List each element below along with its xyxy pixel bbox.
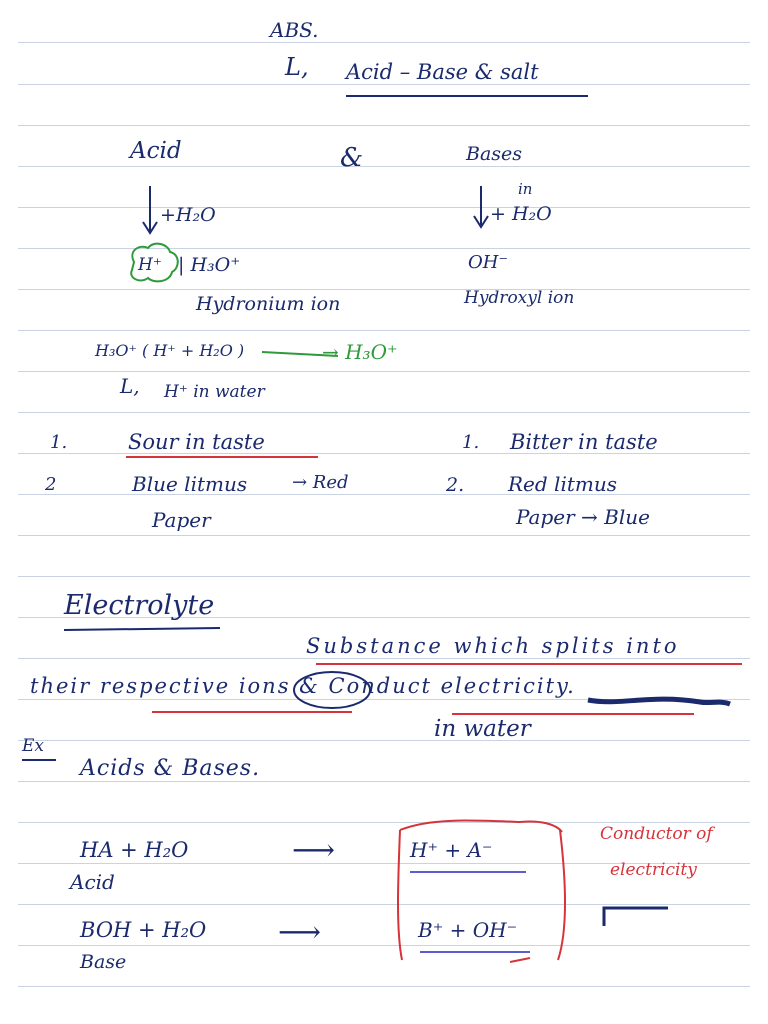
and-sign: & — [340, 143, 364, 173]
base-in: in — [518, 180, 533, 198]
acid-h-plus: H⁺ — [138, 255, 162, 275]
hydronium-sub-arrow: L, — [120, 374, 140, 398]
ruled-line — [18, 84, 750, 85]
reaction-2-label: Base — [80, 951, 127, 973]
ruled-line — [18, 699, 750, 700]
hydronium-meaning: H⁺ in water — [164, 382, 265, 402]
acid-plus-water: +H₂O — [160, 204, 216, 226]
ruled-line — [18, 781, 750, 782]
reaction-1-arrow: ⟶ — [292, 833, 336, 868]
base-oh: OH⁻ — [468, 252, 508, 273]
acid-ion-name: Hydronium ion — [196, 293, 341, 315]
corner-mark — [604, 908, 668, 926]
examples-text: Acids & Bases. — [80, 756, 261, 781]
acid-prop-2-text: Blue litmus — [132, 472, 248, 496]
ruled-line — [18, 207, 750, 208]
heading-arrow: L, — [285, 53, 309, 81]
base-prop-1-num: 1. — [462, 432, 480, 453]
electrolyte-def-line1: Substance which splits into — [306, 634, 680, 658]
side-note-line2: electricity — [610, 860, 697, 880]
ruled-line — [18, 371, 750, 372]
ruled-line — [18, 248, 750, 249]
ruled-line — [18, 125, 750, 126]
heading-topic: Acid – Base & salt — [346, 60, 539, 84]
hydronium-result: → H₃O⁺ — [322, 340, 398, 364]
example-label: Ex — [22, 736, 44, 756]
electrolyte-title: Electrolyte — [64, 590, 215, 621]
red-dash — [510, 958, 530, 962]
reaction-1-rhs: H⁺ + A⁻ — [410, 838, 493, 862]
base-ion-name: Hydroxyl ion — [464, 288, 575, 308]
ruled-line — [18, 494, 750, 495]
ruled-line — [18, 986, 750, 987]
hydronium-equation: H₃O⁺ ( H⁺ + H₂O ) — [95, 341, 245, 360]
heading-abbr: ABS. — [270, 18, 319, 42]
reaction-1-lhs: HA + H₂O — [80, 838, 189, 862]
ruled-line — [18, 576, 750, 577]
ruled-line — [18, 904, 750, 905]
ruled-line — [18, 412, 750, 413]
ruled-line — [18, 42, 750, 43]
side-note-line1: Conductor of — [600, 824, 713, 844]
acid-down-arrow — [143, 186, 157, 233]
ruled-line — [18, 330, 750, 331]
base-prop-1-text: Bitter in taste — [510, 430, 658, 454]
base-prop-2-text: Red litmus — [508, 472, 617, 496]
ruled-line — [18, 945, 750, 946]
base-plus-water: + H₂O — [490, 203, 552, 225]
base-prop-2-num: 2. — [446, 474, 465, 496]
acid-prop-2-arrow: → Red — [292, 472, 349, 493]
ruled-line — [18, 658, 750, 659]
electrolyte-def-line2: their respective ions & Conduct electricity. — [30, 674, 576, 698]
ruled-line — [18, 740, 750, 741]
acid-prop-2-num: 2 — [45, 474, 57, 495]
acid-prop-1-text: Sour in taste — [128, 430, 265, 454]
reaction-1-label: Acid — [70, 870, 115, 894]
reaction-2-rhs: B⁺ + OH⁻ — [418, 918, 518, 942]
ruled-line — [18, 822, 750, 823]
acid-prop-1-num: 1. — [50, 432, 68, 453]
acid-title: Acid — [130, 138, 182, 164]
ruled-line — [18, 289, 750, 290]
electrolyte-underline — [64, 628, 220, 630]
acid-hydronium: | H₃O⁺ — [178, 254, 241, 276]
reaction-2-lhs: BOH + H₂O — [80, 918, 207, 942]
reaction-2-arrow: ⟶ — [278, 915, 322, 950]
acid-prop-2-cont: Paper — [152, 508, 211, 532]
electrolyte-def-line3: in water — [434, 716, 531, 742]
ruled-line — [18, 535, 750, 536]
ruled-line — [18, 166, 750, 167]
base-prop-2-cont: Paper → Blue — [516, 505, 650, 529]
base-title: Bases — [466, 143, 523, 165]
